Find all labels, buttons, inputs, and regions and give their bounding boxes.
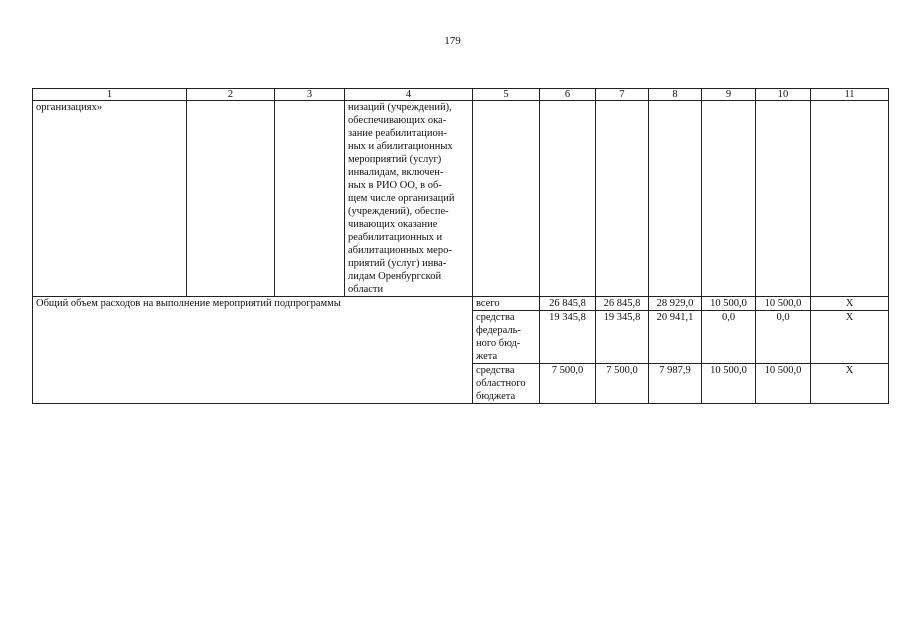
org-col2 [187, 101, 275, 297]
col-header-10: 10 [756, 89, 811, 101]
value-cell: 26 845,8 [540, 297, 596, 311]
desc-line: зание реабилитацион- [348, 128, 447, 139]
col-header-2: 2 [187, 89, 275, 101]
org-col7 [596, 101, 649, 297]
desc-line: приятий (услуг) инва- [348, 258, 447, 269]
col-header-4: 4 [345, 89, 473, 101]
value-cell: 26 845,8 [596, 297, 649, 311]
col-header-1: 1 [33, 89, 187, 101]
value-cell: 10 500,0 [702, 364, 756, 404]
desc-line: реабилитационных и [348, 232, 443, 243]
desc-line: ных в РИО ОО, в об- [348, 180, 442, 191]
value-cell: 0,0 [756, 311, 811, 364]
col-header-3: 3 [275, 89, 345, 101]
org-col11 [811, 101, 889, 297]
column-number-row [33, 89, 889, 101]
col-header-6: 6 [540, 89, 596, 101]
desc-line: чивающих оказание [348, 219, 438, 230]
desc-line: области [348, 284, 384, 295]
source-label: всего [473, 297, 540, 311]
total-label: Общий объем расходов на выполнение мероприятий подпрограммы [33, 297, 473, 404]
desc-line: лидам Оренбургской [348, 271, 442, 282]
value-cell: 10 500,0 [756, 297, 811, 311]
desc-line: обеспечивающих ока- [348, 115, 447, 126]
desc-line: (учреждений), обеспе- [348, 206, 449, 217]
value-cell: 10 500,0 [702, 297, 756, 311]
page-number: 179 [444, 35, 461, 47]
budget-table [32, 88, 889, 404]
value-cell: 19 345,8 [540, 311, 596, 364]
org-col3 [275, 101, 345, 297]
value-cell: 7 500,0 [596, 364, 649, 404]
value-cell: 20 941,1 [649, 311, 702, 364]
desc-line: инвалидам, включен- [348, 167, 444, 178]
col-header-5: 5 [473, 89, 540, 101]
org-col1-text: организациях» [33, 101, 187, 297]
value-cell: 10 500,0 [756, 364, 811, 404]
desc-line: ных и абилитационных [348, 141, 453, 152]
org-col6 [540, 101, 596, 297]
value-cell: 28 929,0 [649, 297, 702, 311]
desc-line: абилитационных меро- [348, 245, 452, 256]
value-cell: 7 500,0 [540, 364, 596, 404]
desc-line: щем числе организаций [348, 193, 455, 204]
desc-line: низаций (учреждений), [348, 102, 452, 113]
source-label: средства областного бюджета [473, 364, 540, 404]
table-row-organizations [33, 101, 889, 297]
value-cell-x: X [811, 311, 889, 364]
org-col4-description [345, 101, 473, 297]
source-label: средства федераль-ного бюд-жета [473, 311, 540, 364]
col-header-8: 8 [649, 89, 702, 101]
value-cell-x: X [811, 297, 889, 311]
value-cell: 19 345,8 [596, 311, 649, 364]
org-col5 [473, 101, 540, 297]
col-header-7: 7 [596, 89, 649, 101]
org-col9 [702, 101, 756, 297]
value-cell-x: X [811, 364, 889, 404]
table-row-total-all [33, 297, 889, 311]
value-cell: 7 987,9 [649, 364, 702, 404]
org-col8 [649, 101, 702, 297]
col-header-11: 11 [811, 89, 889, 101]
desc-line: мероприятий (услуг) [348, 154, 442, 165]
org-col10 [756, 101, 811, 297]
value-cell: 0,0 [702, 311, 756, 364]
col-header-9: 9 [702, 89, 756, 101]
